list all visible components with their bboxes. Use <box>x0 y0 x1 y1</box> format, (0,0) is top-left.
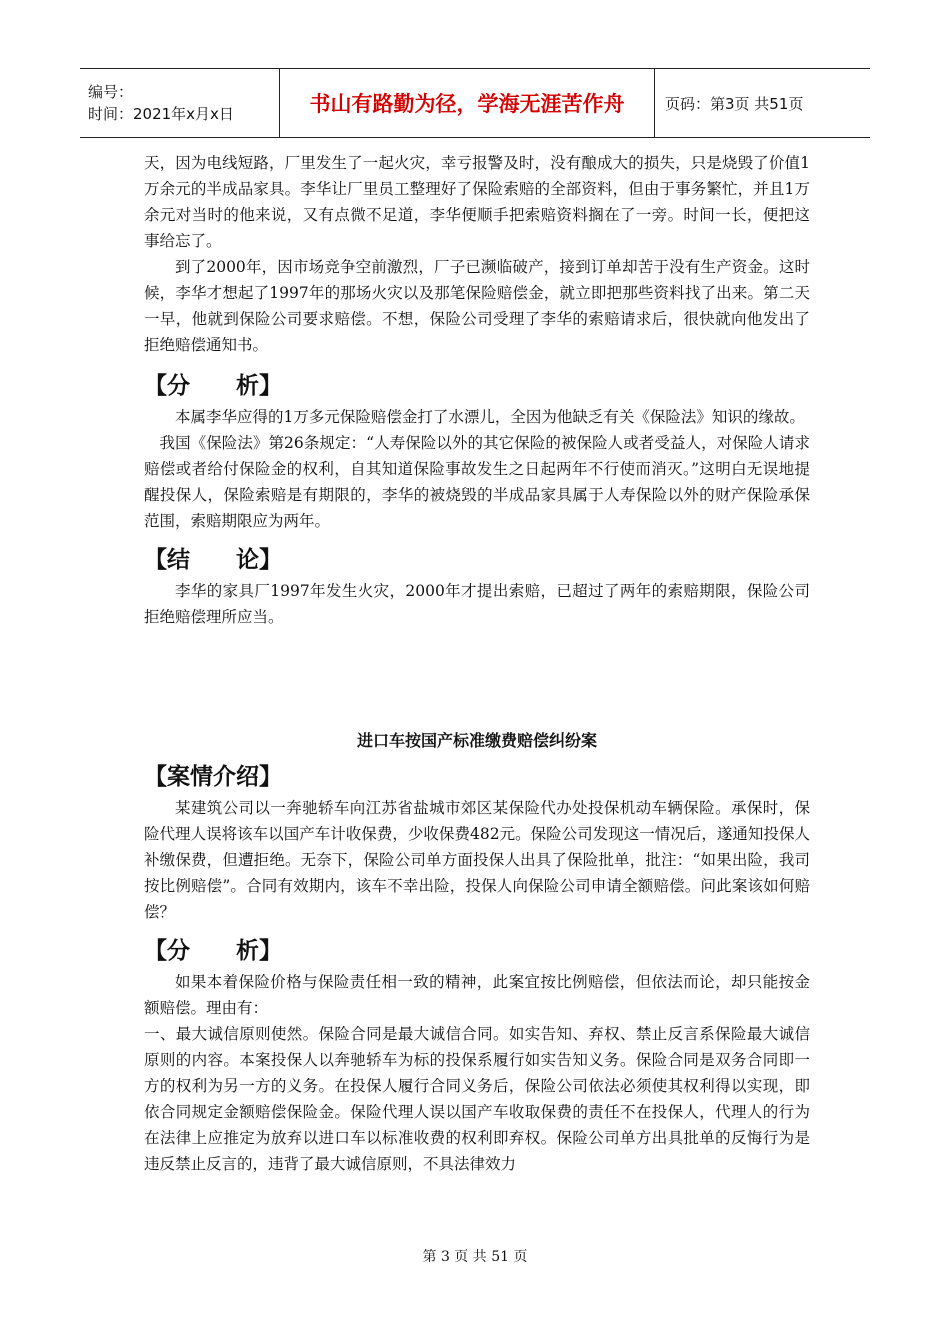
case2-analysis-heading: 【分 析】 <box>144 938 282 964</box>
page-header <box>80 68 870 138</box>
case1-analysis-paragraph-1: 本属李华应得的1万多元保险赔偿金打了水漂儿，全因为他缺乏有关《保险法》知识的缘故。 <box>175 408 805 426</box>
case1-analysis-heading: 【分 析】 <box>144 373 282 399</box>
case1-analysis-paragraph-2: 我国《保险法》第26条规定：“人寿保险以外的其它保险的被保险人或者受益人，对保险人请求赔偿或者给付保险金的权利，自其知道保险事故发生之日起两年不行使而消灭。”这明白无误地提醒投保人，保险索赔是有期限的，李华的被烧毁的半成品家具属于人寿保险以外的财产保险承保范围，索赔期限应为两年。 <box>144 434 810 530</box>
case2-reason-paragraph: 一、最大诚信原则使然。保险合同是最大诚信合同。如实告知、弃权、禁止反言系保险最大诚信原则的内容。本案投保人以奔驰轿车为标的投保系履行如实告知义务。保险合同是双务合同即一方的权利为另一方的义务。在投保人履行合同义务后，保险公司依法必须使其权利得以实现，即依合同规定金额赔偿保险金。保险代理人误以国产车收取保费的责任不在投保人，代理人的行为在法律上应推定为放弃以进口车以标准收费的权利即弃权。保险公司单方出具批单的反悔行为是违反禁止反言的，违背了最大诚信原则，不具法律效力 <box>144 1025 810 1173</box>
document-body <box>144 150 810 1177</box>
header-meta <box>80 69 280 137</box>
case1-conclusion-paragraph: 李华的家具厂1997年发生火灾，2000年才提出索赔，已超过了两年的索赔期限，保险公司拒绝赔偿理所应当。 <box>144 582 810 626</box>
case2-intro-heading: 【案情介绍】 <box>144 764 282 790</box>
case1-intro-paragraph-2: 到了2000年，因市场竞争空前激烈，厂子已濒临破产，接到订单却苦于没有生产资金。这时候，李华才想起了1997年的那场火灾以及那笔保险赔偿金，就立即把那些资料找了出来。第二天一早，他就到保险公司要求赔偿。不想，保险公司受理了李华的索赔请求后，很快就向他发出了拒绝赔偿通知书。 <box>144 258 810 354</box>
case2-analysis-paragraph: 如果本着保险价格与保险责任相一致的精神，此案宜按比例赔偿，但依法而论，却只能按金额赔偿。理由有： <box>144 973 810 1017</box>
case1-conclusion-heading: 【结 论】 <box>144 547 282 573</box>
header-motto: 书山有路勤为径，学海无涯苦作舟 <box>309 92 625 116</box>
case1-intro-paragraph-1: 天，因为电线短路，厂里发生了一起火灾，幸亏报警及时，没有酿成大的损失，只是烧毁了价值1万余元的半成品家具。李华让厂里员工整理好了保险索赔的全部资料，但由于事务繁忙，并且1万余元对当时的他来说，又有点微不足道，李华便顺手把索赔资料搁在了一旁。时间一长，便把这事给忘了。 <box>144 154 810 250</box>
header-page-info: 页码：第3页 共51页 <box>665 94 804 113</box>
header-motto-cell <box>280 69 655 137</box>
document-number-label: 编号： <box>88 83 134 101</box>
header-page-info-cell <box>655 69 870 137</box>
case2-intro-paragraph: 某建筑公司以一奔驰轿车向江苏省盐城市郊区某保险代办处投保机动车辆保险。承保时，保险代理人误将该车以国产车计收保费，少收保费482元。保险公司发现这一情况后，遂通知投保人补缴保费，但遭拒绝。无奈下，保险公司单方面投保人出具了保险批单，批注：“如果出险，我司按比例赔偿”。合同有效期内，该车不幸出险，投保人向保险公司申请全额赔偿。问此案该如何赔偿？ <box>144 799 810 921</box>
page-footer: 第 3 页 共 51 页 <box>422 1249 528 1265</box>
case2-title: 进口车按国产标准缴费赔偿纠纷案 <box>356 731 597 750</box>
document-time-label: 时间：2021年x月x日 <box>88 105 234 123</box>
